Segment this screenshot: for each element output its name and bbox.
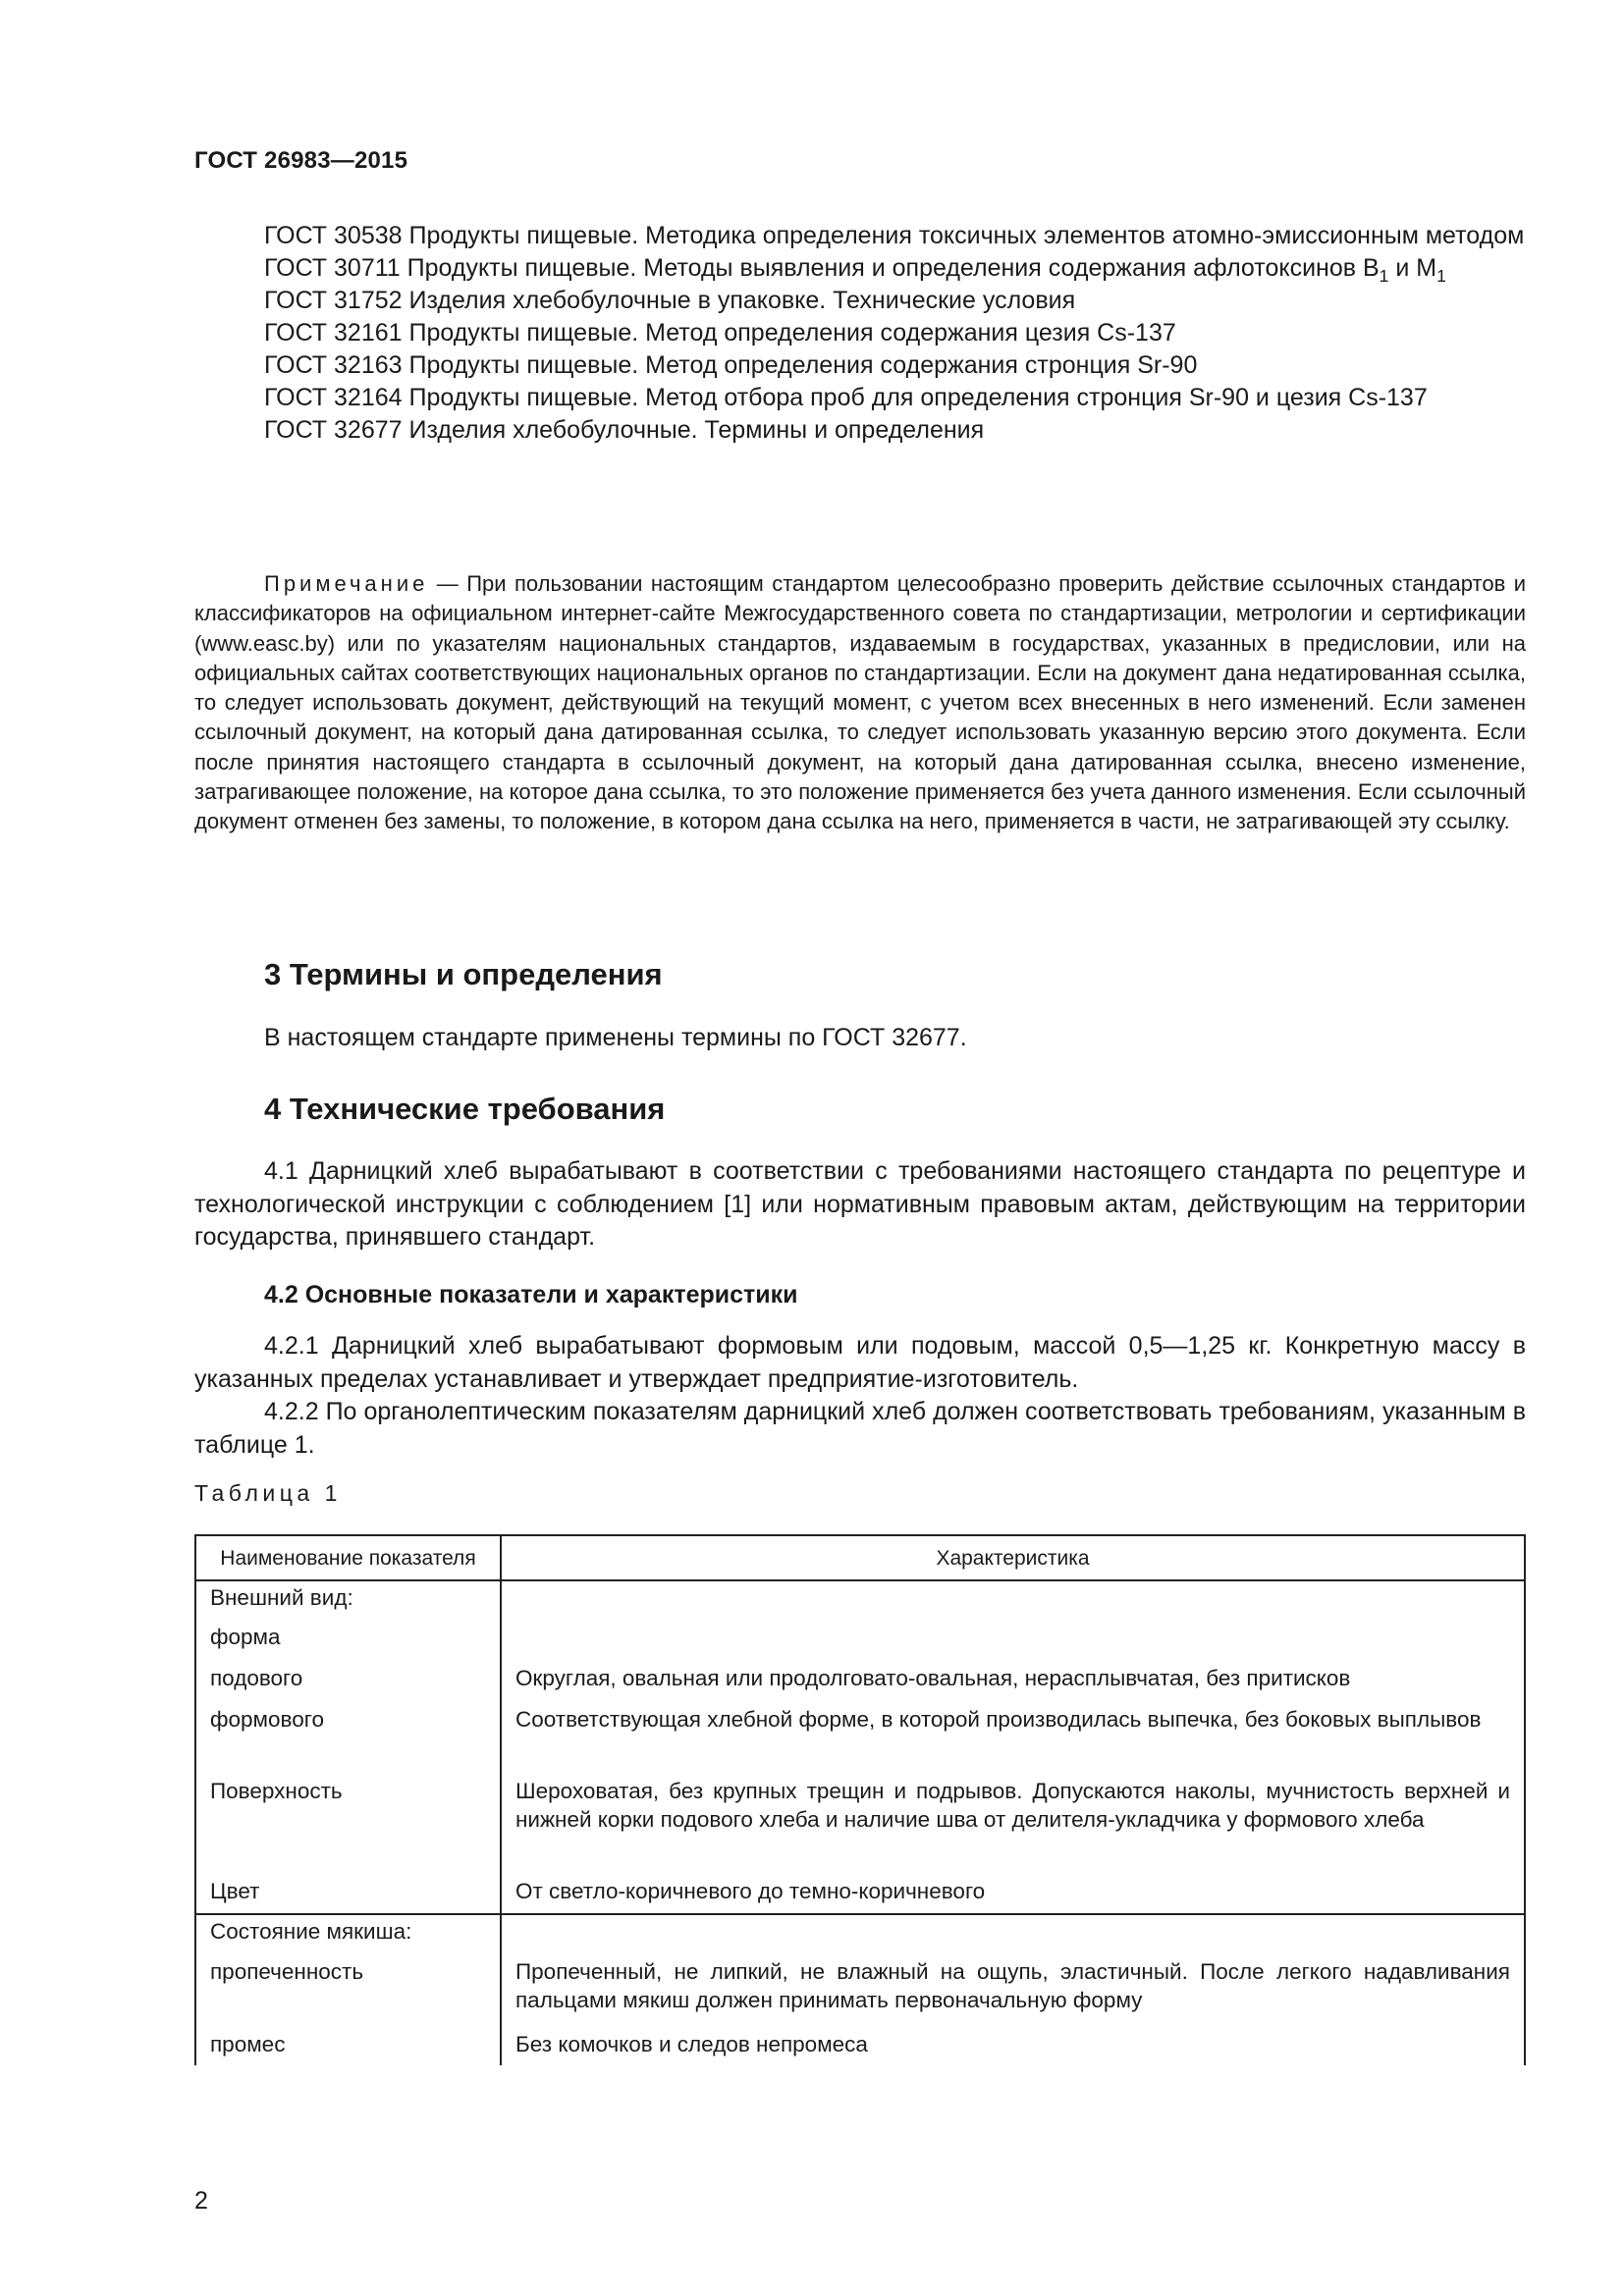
section-3-text: В настоящем стандарте применены термины по ГОСТ 32677. xyxy=(264,1024,967,1051)
indicator-value: Пропеченный, не липкий, не влажный на ощупь, эластичный. После легкого надавливания пальцами мякиш должен принимать первоначальную форму xyxy=(501,1955,1525,2028)
indicator-name: пропеченность xyxy=(195,1955,501,2028)
table-row xyxy=(195,1662,1525,1703)
reference-item: ГОСТ 30711 Продукты пищевые. Методы выявления и определения содержания афлотоксинов $В_1$ и $М_1$ xyxy=(264,254,1446,286)
indicator-value: Соответствующая хлебной форме, в которой производилась выпечка, без боковых выплывов xyxy=(501,1703,1525,1775)
reference-item: ГОСТ 32161 Продукты пищевые. Метод определения содержания цезия Cs-137 xyxy=(264,319,1176,347)
table-header-name: Наименование показателя xyxy=(195,1535,501,1580)
table-row xyxy=(195,1955,1525,2028)
table-row xyxy=(195,1875,1525,1914)
paragraph-4-2-2: 4.2.2 По органолептическим показателям дарницкий хлеб должен соответствовать требованиям, указанным в таблице 1. xyxy=(194,1398,1526,1459)
indicator-name: подового xyxy=(195,1662,501,1703)
paragraph-4-2-1: 4.2.1 Дарницкий хлеб вырабатывают формовым или подовым, массой 0,5—1,25 кг. Конкретную массу в указанных пределах устанавливает и утверждает предприятие-изготовитель. xyxy=(194,1332,1526,1393)
indicator-name: Внешний вид: xyxy=(195,1580,501,1621)
table-row xyxy=(195,1914,1525,1955)
indicator-value: Шероховатая, без крупных трещин и подрывов. Допускаются наколы, мучнистость верхней и нижней корки подового хлеба и наличие шва от делителя-укладчика у формового хлеба xyxy=(501,1775,1525,1875)
indicator-value xyxy=(501,1914,1525,1955)
note-label: Примечание xyxy=(264,571,429,596)
document-header: ГОСТ 26983—2015 xyxy=(194,147,408,174)
indicator-name: формового xyxy=(195,1703,501,1775)
indicator-name: Состояние мякиша: xyxy=(195,1914,501,1955)
table-row xyxy=(195,1621,1525,1662)
reference-item: ГОСТ 32164 Продукты пищевые. Метод отбора проб для определения стронция Sr-90 и цезия Cs-137 xyxy=(264,384,1428,411)
indicator-name: Поверхность xyxy=(195,1775,501,1875)
note-text: — При пользовании настоящим стандартом целесообразно проверить действие ссылочных стандартов и классификаторов на официальном интернет-сайте Межгосударственного совета по стандартизации, метрологии и сертификации (www.easc.by) или по указателям национальных стандартов, издаваемым в государствах, указанных в предисловии, или на официальных сайтах соответствующих национальных органов по стандартизации. Если на документ дана недатированная ссылка, то следует использовать документ, действующий на текущий момент, с учетом всех внесенных в него изменений. Если заменен ссылочный документ, на который дана датированная ссылка, то следует использовать указанную версию этого документа. Если после принятия настоящего стандарта в ссылочный документ, на который дана датированная ссылка, внесено изменение, затрагивающее положение, на которое дана ссылка, то это положение применяется без учета данного изменения. Если ссылочный документ отменен без замены, то положение, в котором дана ссылка на него, применяется в части, не затрагивающей эту ссылку. xyxy=(194,571,1526,834)
reference-item: ГОСТ 32677 Изделия хлебобулочные. Термины и определения xyxy=(264,416,985,444)
table-row xyxy=(195,1703,1525,1775)
reference-item: ГОСТ 32163 Продукты пищевые. Метод определения содержания стронция Sr-90 xyxy=(264,351,1198,379)
indicator-value: Без комочков и следов непромеса xyxy=(501,2028,1525,2065)
indicator-value xyxy=(501,1580,1525,1621)
paragraph-4-1: 4.1 Дарницкий хлеб вырабатывают в соответствии с требованиями настоящего стандарта по рецептуре и технологической инструкции с соблюдением [1] или нормативным правовым актам, действующим на территории государства, принявшего стандарт. xyxy=(194,1157,1526,1251)
table-header-characteristic: Характеристика xyxy=(501,1535,1525,1580)
indicator-name: промес xyxy=(195,2028,501,2065)
normative-references xyxy=(194,220,1526,447)
indicator-name: Цвет xyxy=(195,1875,501,1914)
indicator-value: Округлая, овальная или продолговато-овальная, нерасплывчатая, без притисков xyxy=(501,1662,1525,1703)
table-row xyxy=(195,2028,1525,2065)
page-number: 2 xyxy=(194,2187,208,2215)
indicator-value xyxy=(501,1621,1525,1662)
reference-item: ГОСТ 30538 Продукты пищевые. Методика определения токсичных элементов атомно-эмиссионным методом xyxy=(264,222,1525,249)
reference-item: ГОСТ 31752 Изделия хлебобулочные в упаковке. Технические условия xyxy=(264,287,1076,314)
organoleptic-table xyxy=(194,1534,1526,2065)
note-paragraph xyxy=(194,569,1526,837)
indicator-value: От светло-коричневого до темно-коричневого xyxy=(501,1875,1525,1914)
section-4-title: 4 Технические требования xyxy=(264,1092,666,1126)
subsection-4-2-title: 4.2 Основные показатели и характеристики xyxy=(264,1281,798,1308)
table-row xyxy=(195,1775,1525,1875)
section-3-title: 3 Термины и определения xyxy=(264,957,663,991)
table-caption: Таблица 1 xyxy=(194,1480,342,1506)
indicator-name: форма xyxy=(195,1621,501,1662)
table-row xyxy=(195,1580,1525,1621)
